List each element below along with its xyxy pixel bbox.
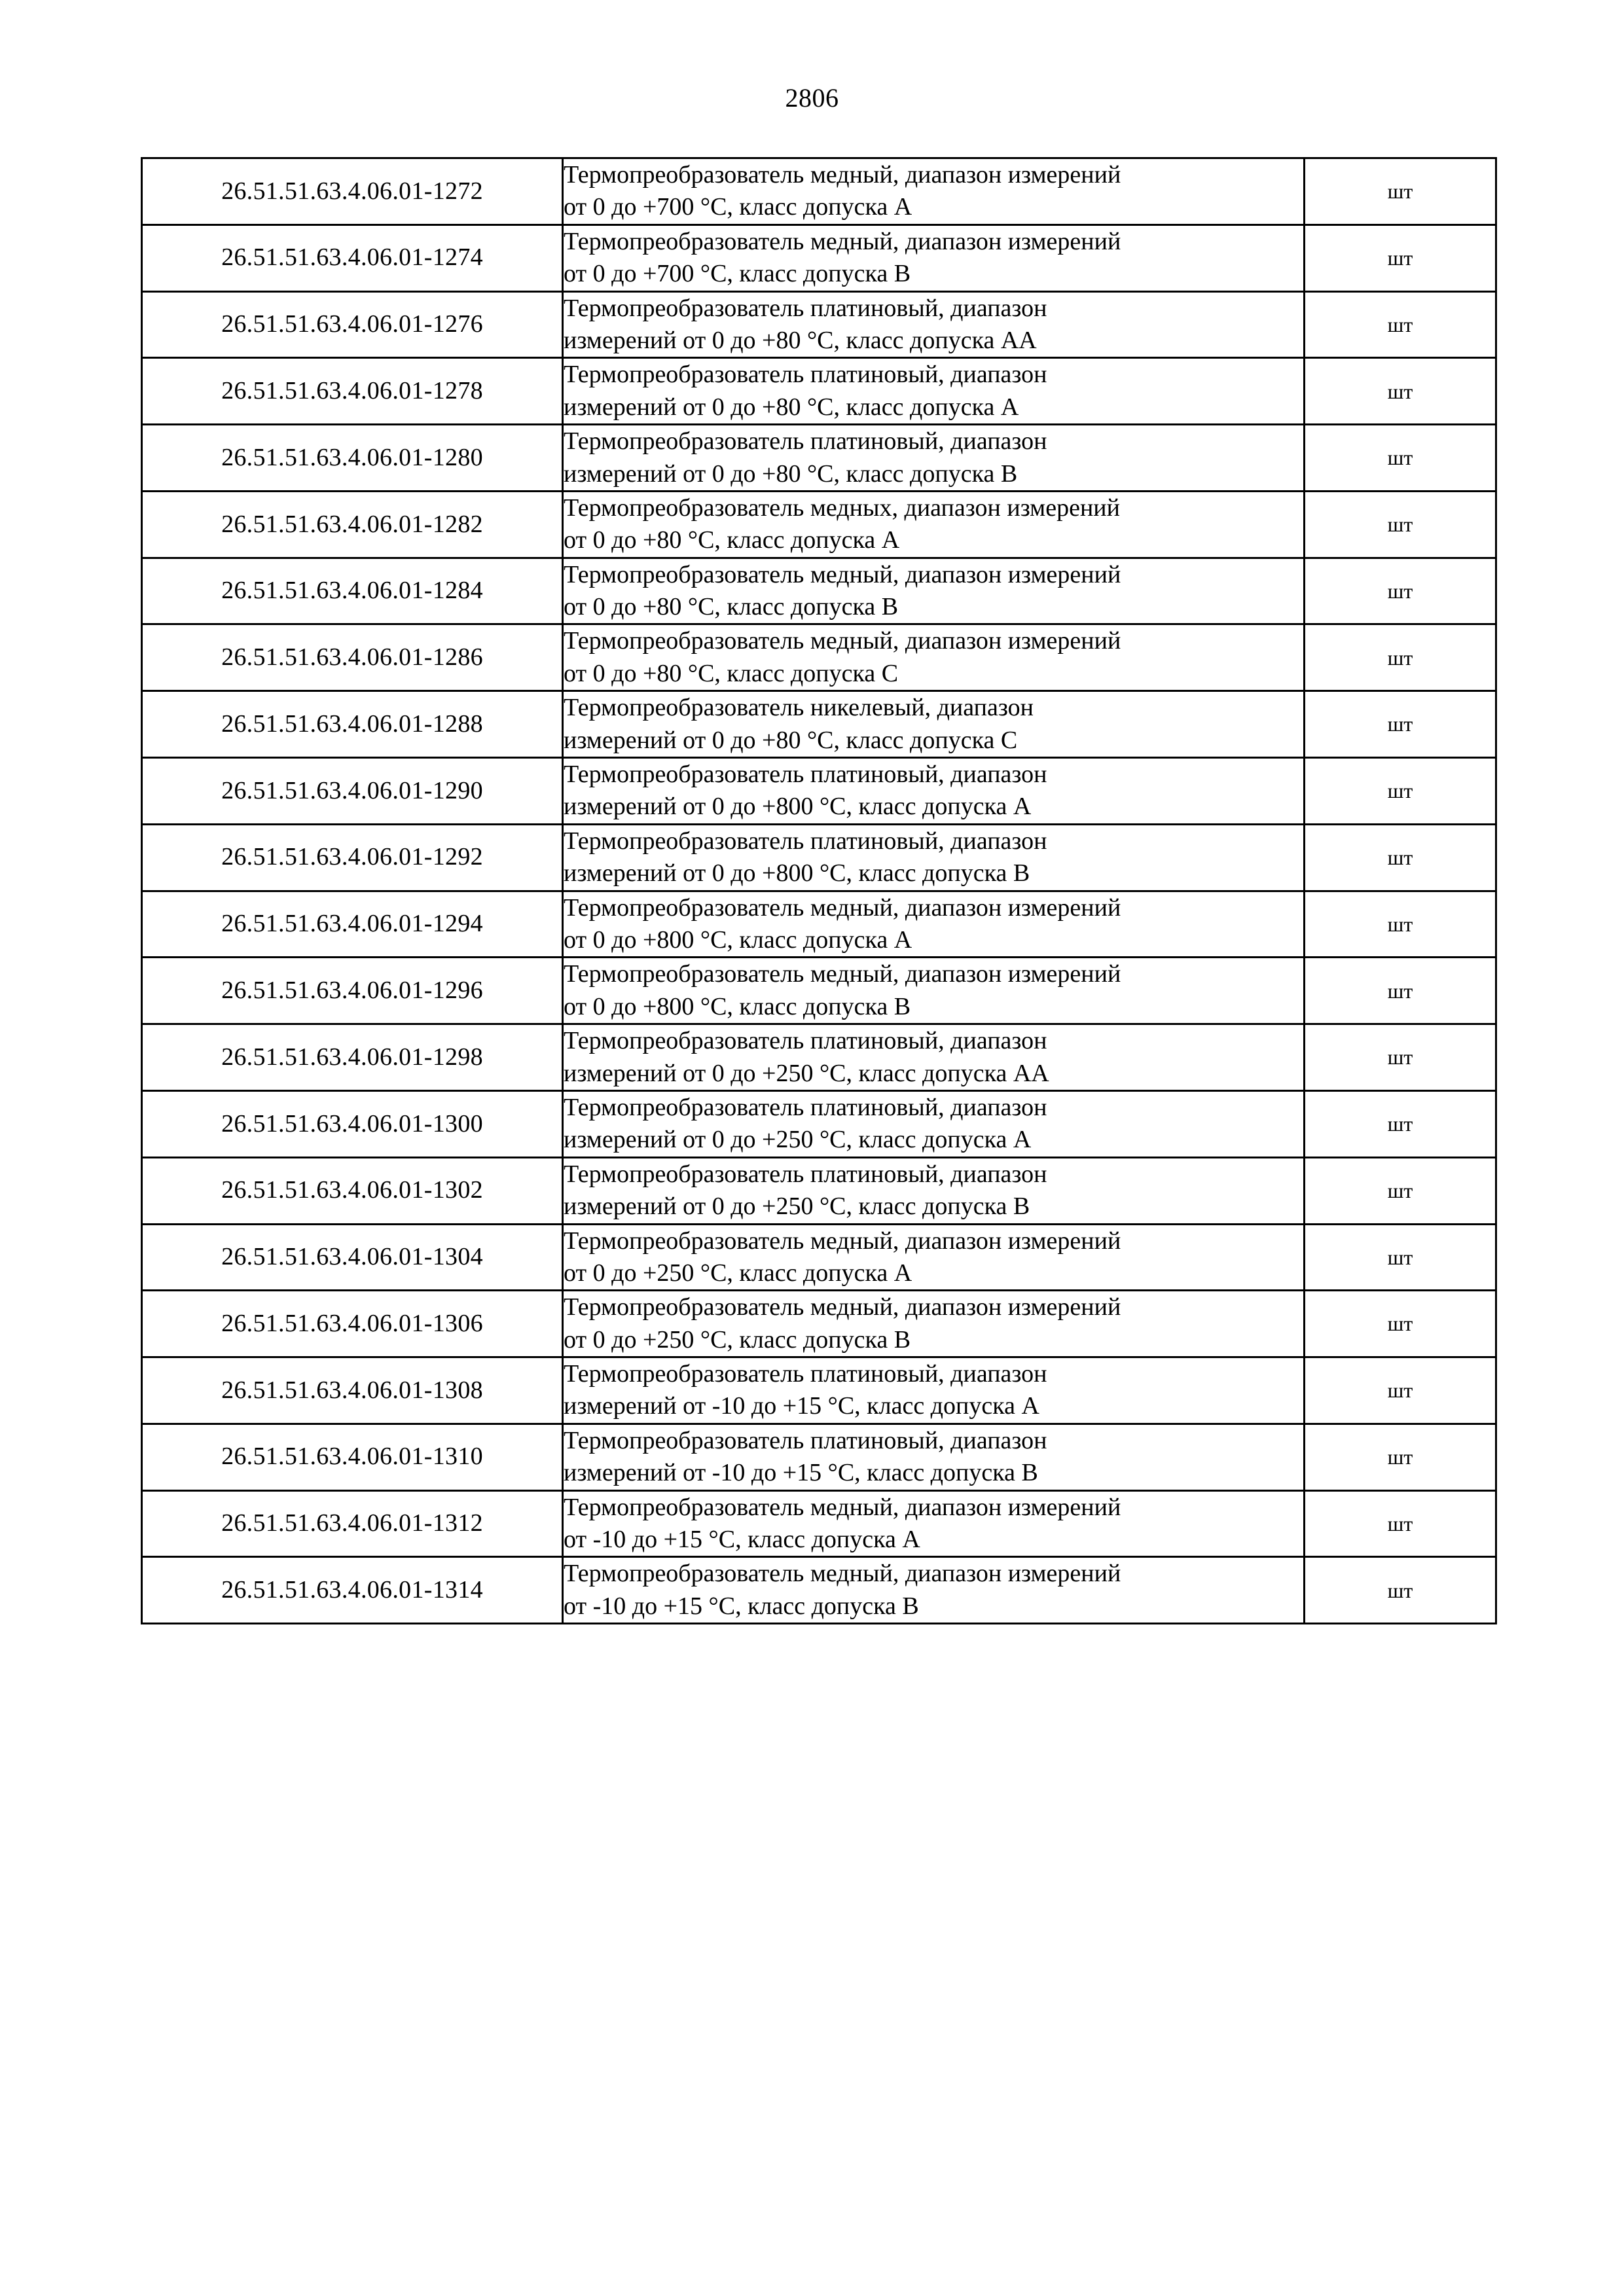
table-row: [142, 624, 1496, 691]
item-description-line-2: измерений от 0 до +80 °С, класс допуска АА: [564, 326, 1037, 354]
item-code: 26.51.51.63.4.06.01-1292: [142, 824, 563, 891]
item-description: [563, 1357, 1305, 1424]
item-unit: шт: [1305, 824, 1496, 891]
item-description-line-1: Термопреобразователь платиновый, диапазон: [564, 427, 1047, 456]
item-description: [563, 1024, 1305, 1091]
item-description-line-1: Термопреобразователь медный, диапазон измерений: [564, 227, 1121, 255]
item-unit: шт: [1305, 891, 1496, 958]
item-unit: шт: [1305, 558, 1496, 624]
table-row: [142, 358, 1496, 425]
item-description-line-1: Термопреобразователь платиновый, диапазон: [564, 827, 1047, 855]
item-description: [563, 1157, 1305, 1224]
item-code: 26.51.51.63.4.06.01-1310: [142, 1424, 563, 1490]
item-description: [563, 291, 1305, 358]
item-description-line-1: Термопреобразователь медный, диапазон измерений: [564, 1227, 1121, 1255]
item-code: 26.51.51.63.4.06.01-1304: [142, 1224, 563, 1291]
item-unit: шт: [1305, 1424, 1496, 1490]
item-unit: шт: [1305, 358, 1496, 425]
item-description-line-2: измерений от 0 до +250 °С, класс допуска В: [564, 1193, 1030, 1221]
item-unit: шт: [1305, 1024, 1496, 1091]
item-description-line-1: Термопреобразователь платиновый, диапазон: [564, 294, 1047, 322]
item-description: [563, 624, 1305, 691]
item-description: [563, 1090, 1305, 1157]
item-description-line-1: Термопреобразователь медный, диапазон измерений: [564, 560, 1121, 588]
item-description-line-1: Термопреобразователь медный, диапазон измерений: [564, 960, 1121, 988]
table-row: [142, 891, 1496, 958]
item-unit: шт: [1305, 1090, 1496, 1157]
item-description-line-1: Термопреобразователь медный, диапазон измерений: [564, 161, 1121, 188]
item-description-line-2: измерений от 0 до +80 °С, класс допуска А: [564, 393, 1019, 421]
item-description: [563, 691, 1305, 758]
item-description-line-2: от 0 до +800 °С, класс допуска А: [564, 925, 912, 954]
item-description-line-2: от -10 до +15 °С, класс допуска В: [564, 1592, 919, 1620]
item-unit: шт: [1305, 958, 1496, 1024]
item-description-line-2: измерений от -10 до +15 °С, класс допуска В: [564, 1459, 1038, 1487]
item-description-line-1: Термопреобразователь медных, диапазон измерений: [564, 493, 1120, 522]
item-code: 26.51.51.63.4.06.01-1300: [142, 1090, 563, 1157]
item-description-line-2: от 0 до +80 °С, класс допуска А: [564, 526, 900, 554]
item-unit: шт: [1305, 224, 1496, 291]
item-description-line-2: от 0 до +250 °С, класс допуска А: [564, 1259, 912, 1287]
item-code: 26.51.51.63.4.06.01-1302: [142, 1157, 563, 1224]
table-row: [142, 824, 1496, 891]
item-code: 26.51.51.63.4.06.01-1278: [142, 358, 563, 425]
item-description-line-1: Термопреобразователь медный, диапазон измерений: [564, 893, 1121, 922]
table-row: [142, 1224, 1496, 1291]
item-code: 26.51.51.63.4.06.01-1314: [142, 1557, 563, 1624]
catalog-table: [141, 157, 1497, 1624]
item-description-line-1: Термопреобразователь медный, диапазон измерений: [564, 1560, 1121, 1588]
item-code: 26.51.51.63.4.06.01-1306: [142, 1291, 563, 1357]
item-description: [563, 1291, 1305, 1357]
item-description-line-2: измерений от 0 до +800 °С, класс допуска А: [564, 793, 1032, 821]
item-description-line-2: от 0 до +250 °С, класс допуска В: [564, 1325, 911, 1354]
table-row: [142, 425, 1496, 492]
item-unit: шт: [1305, 1291, 1496, 1357]
item-description-line-2: измерений от 0 до +250 °С, класс допуска АА: [564, 1059, 1049, 1087]
item-description-line-2: от -10 до +15 °С, класс допуска А: [564, 1526, 920, 1554]
item-code: 26.51.51.63.4.06.01-1272: [142, 158, 563, 225]
item-description-line-2: измерений от 0 до +80 °С, класс допуска С: [564, 726, 1018, 754]
item-description-line-2: от 0 до +700 °С, класс допуска В: [564, 260, 911, 288]
item-description-line-1: Термопреобразователь медный, диапазон измерений: [564, 1293, 1121, 1321]
item-description: [563, 758, 1305, 825]
item-description-line-1: Термопреобразователь платиновый, диапазон: [564, 1160, 1047, 1188]
table-row: [142, 758, 1496, 825]
table-row: [142, 1090, 1496, 1157]
item-unit: шт: [1305, 624, 1496, 691]
item-description-line-1: Термопреобразователь платиновый, диапазон: [564, 1360, 1047, 1388]
item-unit: шт: [1305, 1224, 1496, 1291]
table-row: [142, 1490, 1496, 1557]
item-description: [563, 425, 1305, 492]
item-description-line-1: Термопреобразователь медный, диапазон измерений: [564, 1493, 1121, 1521]
item-unit: шт: [1305, 291, 1496, 358]
item-code: 26.51.51.63.4.06.01-1284: [142, 558, 563, 624]
item-unit: шт: [1305, 1357, 1496, 1424]
item-unit: шт: [1305, 1157, 1496, 1224]
item-description-line-1: Термопреобразователь платиновый, диапазон: [564, 1093, 1047, 1121]
item-description-line-1: Термопреобразователь никелевый, диапазон: [564, 694, 1034, 722]
table-row: [142, 1024, 1496, 1091]
table-row: [142, 158, 1496, 225]
item-description: [563, 891, 1305, 958]
item-code: 26.51.51.63.4.06.01-1296: [142, 958, 563, 1024]
table-row: [142, 1424, 1496, 1490]
catalog-table-body: [142, 158, 1496, 1624]
item-description-line-1: Термопреобразователь медный, диапазон измерений: [564, 627, 1121, 655]
item-code: 26.51.51.63.4.06.01-1274: [142, 224, 563, 291]
item-description-line-1: Термопреобразователь платиновый, диапазон: [564, 761, 1047, 789]
item-code: 26.51.51.63.4.06.01-1294: [142, 891, 563, 958]
item-description-line-1: Термопреобразователь платиновый, диапазон: [564, 1027, 1047, 1055]
item-unit: шт: [1305, 158, 1496, 225]
item-description: [563, 1224, 1305, 1291]
item-description-line-2: измерений от 0 до +800 °С, класс допуска В: [564, 859, 1030, 888]
table-row: [142, 958, 1496, 1024]
page-number: 2806: [785, 83, 839, 113]
item-description-line-2: от 0 до +80 °С, класс допуска В: [564, 593, 899, 621]
item-code: 26.51.51.63.4.06.01-1280: [142, 425, 563, 492]
item-unit: шт: [1305, 1490, 1496, 1557]
table-row: [142, 491, 1496, 558]
item-description: [563, 958, 1305, 1024]
item-description: [563, 1490, 1305, 1557]
item-description-line-2: от 0 до +80 °С, класс допуска С: [564, 659, 899, 687]
item-description-line-2: от 0 до +700 °С, класс допуска А: [564, 193, 912, 221]
item-code: 26.51.51.63.4.06.01-1276: [142, 291, 563, 358]
item-description-line-2: от 0 до +800 °С, класс допуска В: [564, 992, 911, 1020]
item-unit: шт: [1305, 491, 1496, 558]
table-row: [142, 1557, 1496, 1624]
item-description: [563, 491, 1305, 558]
item-description: [563, 158, 1305, 225]
item-description: [563, 824, 1305, 891]
item-unit: шт: [1305, 691, 1496, 758]
item-description: [563, 1424, 1305, 1490]
item-code: 26.51.51.63.4.06.01-1288: [142, 691, 563, 758]
table-row: [142, 558, 1496, 624]
table-row: [142, 691, 1496, 758]
item-unit: шт: [1305, 1557, 1496, 1624]
item-code: 26.51.51.63.4.06.01-1312: [142, 1490, 563, 1557]
table-row: [142, 224, 1496, 291]
item-description: [563, 224, 1305, 291]
item-code: 26.51.51.63.4.06.01-1308: [142, 1357, 563, 1424]
item-description: [563, 358, 1305, 425]
item-code: 26.51.51.63.4.06.01-1286: [142, 624, 563, 691]
item-unit: шт: [1305, 425, 1496, 492]
item-description-line-1: Термопреобразователь платиновый, диапазон: [564, 1426, 1047, 1454]
item-description-line-2: измерений от 0 до +250 °С, класс допуска А: [564, 1126, 1032, 1154]
table-row: [142, 1157, 1496, 1224]
item-description-line-2: измерений от 0 до +80 °С, класс допуска В: [564, 459, 1018, 488]
table-row: [142, 1357, 1496, 1424]
table-row: [142, 291, 1496, 358]
item-description-line-1: Термопреобразователь платиновый, диапазон: [564, 361, 1047, 389]
item-description-line-2: измерений от -10 до +15 °С, класс допуска А: [564, 1392, 1039, 1420]
item-code: 26.51.51.63.4.06.01-1298: [142, 1024, 563, 1091]
item-code: 26.51.51.63.4.06.01-1282: [142, 491, 563, 558]
item-description: [563, 558, 1305, 624]
item-unit: шт: [1305, 758, 1496, 825]
table-row: [142, 1291, 1496, 1357]
item-code: 26.51.51.63.4.06.01-1290: [142, 758, 563, 825]
item-description: [563, 1557, 1305, 1624]
